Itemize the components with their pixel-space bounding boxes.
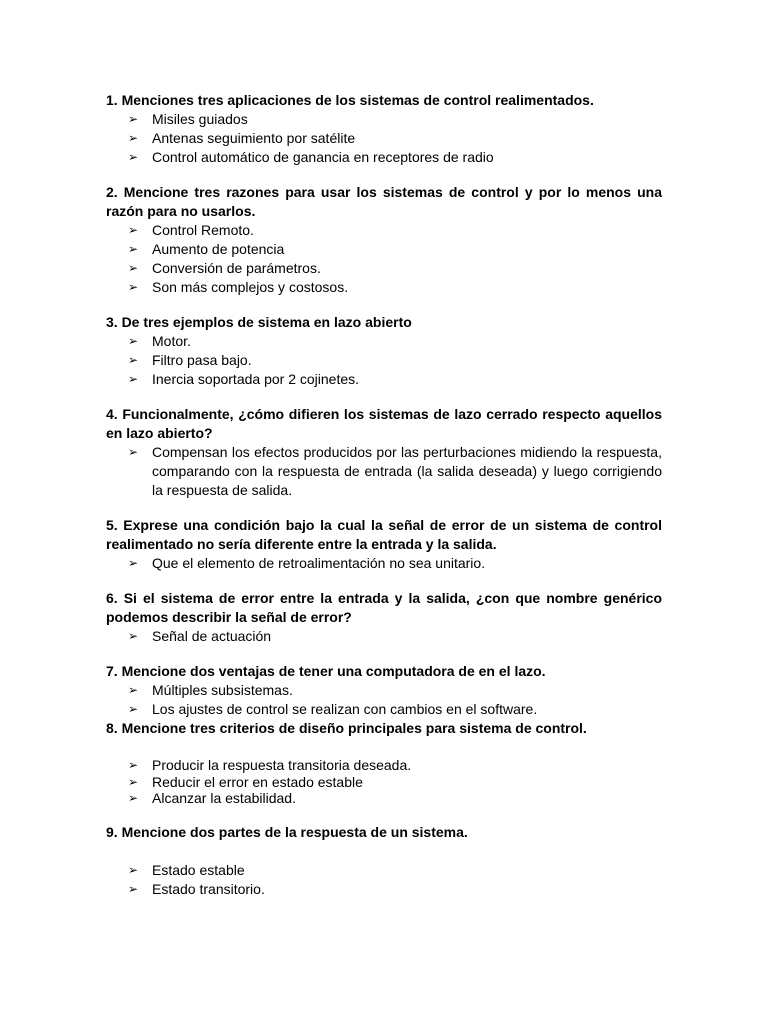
answer-item [128, 240, 662, 259]
question-8-answers [106, 757, 662, 807]
document-page [106, 91, 662, 899]
answer-item [128, 774, 662, 791]
arrow-bullet-icon: ➢ [128, 242, 139, 256]
arrow-bullet-icon: ➢ [128, 334, 139, 348]
question-8-title: 8. Mencione tres criterios de diseño principales para sistema de control. [106, 720, 587, 736]
arrow-bullet-icon: ➢ [128, 131, 139, 145]
answer-item [128, 443, 662, 500]
answer-text: Producir la respuesta transitoria deseada. [152, 757, 412, 773]
answer-text: Estado estable [152, 861, 245, 878]
answer-item [128, 861, 662, 880]
answer-item [128, 148, 662, 167]
arrow-bullet-icon: ➢ [128, 791, 139, 805]
answer-text: Reducir el error en estado estable [152, 773, 363, 790]
answer-text: Misiles guiados [152, 111, 248, 127]
answer-text: Múltiples subsistemas. [152, 682, 293, 698]
answer-item [128, 278, 662, 297]
answer-item [128, 757, 662, 774]
answer-text: Control automático de ganancia en receptores de radio [152, 149, 494, 165]
question-5-answers [106, 554, 662, 573]
arrow-bullet-icon: ➢ [128, 683, 139, 697]
arrow-bullet-icon: ➢ [128, 112, 139, 126]
arrow-bullet-icon: ➢ [128, 223, 139, 237]
answer-text: Filtro pasa bajo. [152, 352, 252, 368]
answer-item [128, 129, 662, 148]
arrow-bullet-icon: ➢ [128, 280, 139, 294]
arrow-bullet-icon: ➢ [128, 372, 139, 386]
answer-text: Estado transitorio. [152, 880, 265, 897]
answer-item [128, 332, 662, 351]
answer-text: Compensan los efectos producidos por las perturbaciones midiendo la respuesta, comparando con la respuesta de entrada (la salida deseada) y luego corrigiendo la respuesta de salida. [152, 444, 662, 498]
answer-text: Que el elemento de retroalimentación no sea unitario. [152, 555, 486, 571]
question-1-title: 1. Menciones tres aplicaciones de los sistemas de control realimentados. [106, 92, 594, 108]
answer-item [128, 259, 662, 278]
answer-item [128, 790, 662, 807]
question-6-title: 6. Si el sistema de error entre la entrada y la salida, ¿con que nombre genérico podemos describir la señal de error? [106, 590, 662, 625]
answer-text: Alcanzar la estabilidad. [152, 790, 296, 806]
arrow-bullet-icon: ➢ [128, 702, 139, 716]
answer-text: Conversión de parámetros. [152, 260, 321, 276]
answer-item [128, 627, 662, 646]
question-3-answers [106, 332, 662, 389]
question-4-answers [106, 443, 662, 500]
answer-text: Motor. [152, 333, 191, 349]
answer-text: Control Remoto. [152, 222, 254, 238]
arrow-bullet-icon: ➢ [128, 881, 139, 896]
answer-item [128, 880, 662, 899]
answer-text: Señal de actuación [152, 628, 272, 644]
answer-text: Inercia soportada por 2 cojinetes. [152, 371, 360, 387]
answer-text: Aumento de potencia [152, 241, 285, 257]
arrow-bullet-icon: ➢ [128, 556, 139, 570]
answer-text: Son más complejos y costosos. [152, 279, 349, 295]
answer-text: Los ajustes de control se realizan con cambios en el software. [152, 701, 538, 717]
question-1-answers [106, 110, 662, 167]
answer-text: Antenas seguimiento por satélite [152, 130, 356, 146]
answer-item [128, 221, 662, 240]
answer-item [128, 681, 662, 700]
arrow-bullet-icon: ➢ [128, 261, 139, 275]
arrow-bullet-icon: ➢ [128, 774, 139, 789]
arrow-bullet-icon: ➢ [128, 758, 139, 772]
question-7-title: 7. Mencione dos ventajas de tener una computadora de en el lazo. [106, 663, 546, 679]
question-5-title: 5. Exprese una condición bajo la cual la señal de error de un sistema de control realimentado no sería diferente entre la entrada y la salida. [106, 517, 662, 552]
question-6-answers [106, 627, 662, 646]
answer-item [128, 554, 662, 573]
answer-item [128, 370, 662, 389]
arrow-bullet-icon: ➢ [128, 150, 139, 164]
answer-item [128, 110, 662, 129]
question-9-answers [106, 861, 662, 899]
question-9-title: 9. Mencione dos partes de la respuesta de un sistema. [106, 823, 468, 840]
arrow-bullet-icon: ➢ [128, 445, 139, 459]
answer-item [128, 700, 662, 719]
arrow-bullet-icon: ➢ [128, 629, 139, 643]
question-3-title: 3. De tres ejemplos de sistema en lazo abierto [106, 314, 412, 330]
arrow-bullet-icon: ➢ [128, 353, 139, 367]
answer-item [128, 351, 662, 370]
question-2-answers [106, 221, 662, 297]
arrow-bullet-icon: ➢ [128, 862, 139, 877]
question-2-title: 2. Mencione tres razones para usar los sistemas de control y por lo menos una razón para no usarlos. [106, 184, 662, 219]
question-4-title: 4. Funcionalmente, ¿cómo difieren los sistemas de lazo cerrado respecto aquellos en lazo abierto? [106, 406, 662, 441]
question-7-answers [106, 681, 662, 719]
